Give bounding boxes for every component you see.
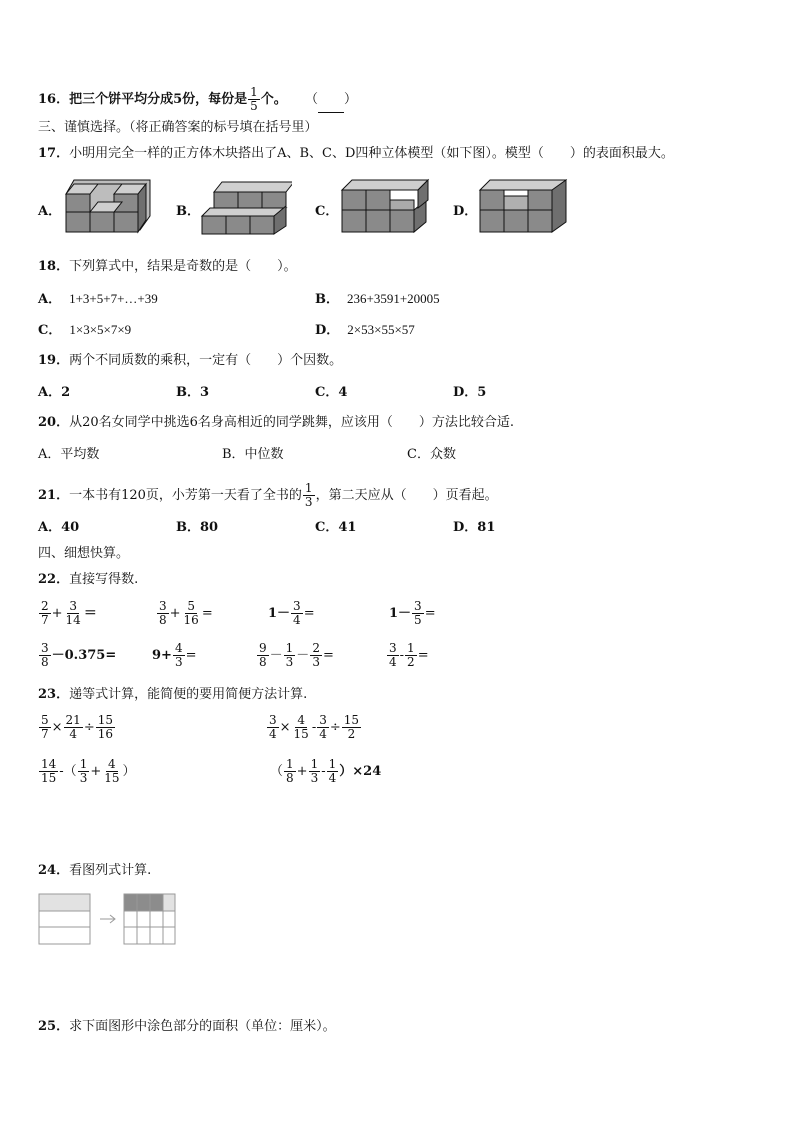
- q22-expr-1: $\frac{2}{7}$ + $\frac{3}{14}$ ＝: [41, 599, 97, 627]
- q22-line: 22．直接写得数.: [38, 572, 139, 587]
- cube-model-c: [338, 178, 430, 246]
- q21-option-b[interactable]: B．80: [176, 520, 219, 535]
- q21-option-c[interactable]: C．41: [315, 520, 357, 535]
- section-3-heading: 三、谨慎选择。（将正确答案的标号填在括号里）: [38, 120, 318, 135]
- q16-number: 16．: [38, 92, 70, 107]
- q18-text: 下列算式中，结果是奇数的是（ ）。: [69, 259, 297, 274]
- q20-option-a[interactable]: A．平均数: [38, 447, 100, 462]
- q22-expr-8: $\frac{3}{4}$ - $\frac{1}{2}$ =: [389, 641, 429, 669]
- q22-expr-4: 1－ $\frac{3}{5}$ =: [389, 599, 436, 627]
- q23-expr-1: $\frac{5}{7}$ × $\frac{21}{4}$ ÷ $\frac{15}{16}$: [41, 713, 114, 741]
- q19-option-c[interactable]: C．4: [315, 385, 348, 400]
- q23-expr-2: $\frac{3}{4}$ × $\frac{4}{15}$ - $\frac{3}{4}$ ÷ $\frac{15}{2}$: [269, 713, 360, 741]
- cube-model-b: [200, 178, 292, 246]
- q22-expr-2: $\frac{3}{8}$ + $\frac{5}{16}$ =: [159, 599, 213, 627]
- q22-expr-6: 9+ $\frac{4}{3}$ =: [152, 641, 197, 669]
- q19-option-b[interactable]: B．3: [176, 385, 210, 400]
- q23-expr-4: （ $\frac{1}{8}$ + $\frac{1}{3}$ - $\frac{1}{4}$ ）×24: [270, 757, 382, 785]
- q25-line: 25．求下面图形中涂色部分的面积（单位：厘米）。: [38, 1019, 336, 1034]
- q25-text: 求下面图形中涂色部分的面积（单位：厘米）。: [69, 1019, 336, 1034]
- cube-model-a: [62, 178, 154, 246]
- q18-option-a[interactable]: A． 1+3+5+7+…+39: [38, 291, 158, 307]
- q21-line: 21．一本书有120页，小芳第一天看了全书的 $\frac{1}{3}$ ，第二天应从（ ）页看起。: [38, 481, 498, 509]
- q16-fraction: $\frac{1}{5}$: [250, 85, 258, 113]
- q21-option-d[interactable]: D．81: [453, 520, 496, 535]
- q18-option-c[interactable]: C． 1×3×5×7×9: [38, 322, 132, 338]
- q23-text: 递等式计算，能简便的要用简便方法计算.: [69, 687, 308, 702]
- q17-option-c[interactable]: C．: [315, 204, 339, 219]
- q18-option-d[interactable]: D． 2×53×55×57: [315, 322, 415, 338]
- q20-line: 20．从20名女同学中挑选6名身高相近的同学跳舞，应该用（ ）方法比较合适.: [38, 415, 515, 430]
- q21-option-a[interactable]: A．40: [38, 520, 80, 535]
- q21-text: 一本书有120页，小芳第一天看了全书的: [69, 488, 302, 503]
- q19-option-d[interactable]: D．5: [453, 385, 487, 400]
- q23-line: 23．递等式计算，能简便的要用简便方法计算.: [38, 687, 308, 702]
- q22-text: 直接写得数.: [69, 572, 139, 587]
- q16-answer-blank[interactable]: （ ）: [305, 92, 357, 107]
- q16-line: 16．把三个饼平均分成5份，每份是 $\frac{1}{5}$ 个。 （ ）: [38, 85, 357, 113]
- q24-text: 看图列式计算.: [69, 863, 152, 878]
- q22-expr-7: $\frac{9}{8}$ － $\frac{1}{3}$ － $\frac{2}{3}$ =: [259, 641, 334, 669]
- q17-line: 17．小明用完全一样的正方体木块搭出了A、B、C、D四种立体模型（如下图）。模型（ ）的表面积最大。: [38, 146, 674, 161]
- q22-expr-3: 1－ $\frac{3}{4}$ =: [268, 599, 315, 627]
- q24-fraction-diagram: [38, 893, 180, 947]
- q19-text: 两个不同质数的乘积，一定有（ ）个因数。: [69, 353, 343, 368]
- q17-text: 小明用完全一样的正方体木块搭出了A、B、C、D四种立体模型（如下图）。模型（ ）的表面积最大。: [69, 146, 674, 161]
- q20-option-b[interactable]: B．中位数: [222, 447, 284, 462]
- q19-option-a[interactable]: A．2: [38, 385, 71, 400]
- q22-expr-5: $\frac{3}{8}$ －0.375=: [41, 641, 117, 669]
- q20-option-c[interactable]: C．众数: [407, 447, 456, 462]
- q23-expr-3: $\frac{14}{15}$ -（ $\frac{1}{3}$ + $\frac{4}{15}$ ）: [41, 757, 136, 785]
- section-4-heading: 四、细想快算。: [38, 546, 130, 561]
- q17-option-d[interactable]: D．: [453, 204, 478, 219]
- q18-line: 18．下列算式中，结果是奇数的是（ ）。: [38, 259, 297, 274]
- q18-option-b[interactable]: B． 236+3591+20005: [315, 291, 440, 307]
- cube-model-d: [476, 178, 568, 246]
- q19-line: 19．两个不同质数的乘积，一定有（ ）个因数。: [38, 353, 343, 368]
- q21-fraction: $\frac{1}{3}$: [304, 481, 313, 509]
- q20-text: 从20名女同学中挑选6名身高相近的同学跳舞，应该用（ ）方法比较合适.: [69, 415, 515, 430]
- q24-line: 24．看图列式计算.: [38, 863, 152, 878]
- q17-option-a[interactable]: A．: [38, 204, 62, 219]
- q17-option-b[interactable]: B．: [176, 204, 200, 219]
- q16-text: 把三个饼平均分成5份，每份是: [69, 92, 248, 107]
